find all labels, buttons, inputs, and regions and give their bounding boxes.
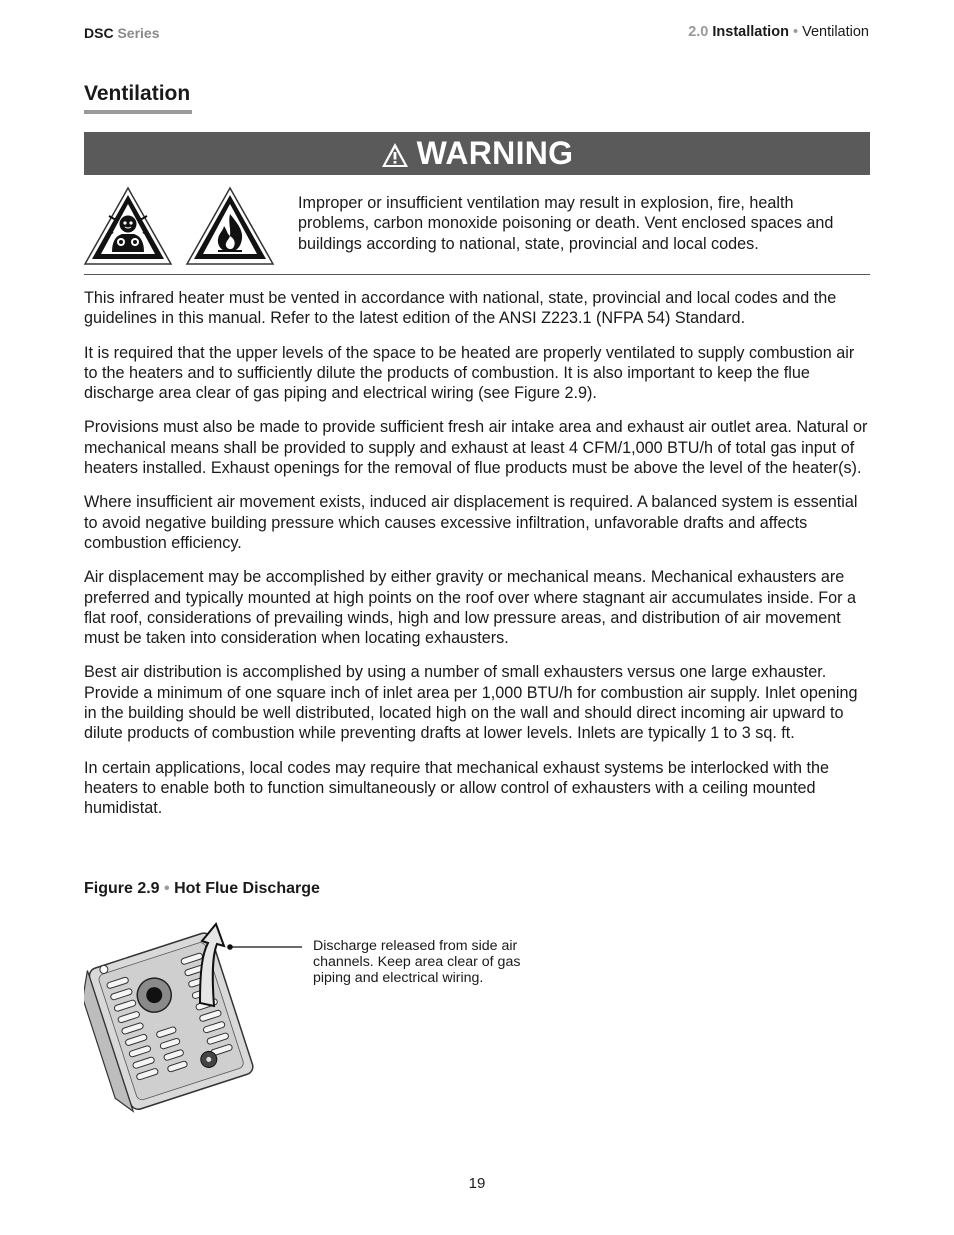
paragraph: Where insufficient air movement exists, induced air displacement is required. A balanced system is essential to avoid negative building pressure which causes excessive infiltration, unfavorable drafts and affects combustion efficiency.	[84, 493, 858, 552]
figure-callout: Discharge released from side air channels. Keep area clear of gas piping and electrical wiring.	[313, 938, 521, 986]
warning-divider	[84, 274, 870, 275]
figure-number: Figure 2.9	[84, 880, 160, 897]
page-title: Ventilation	[84, 82, 191, 105]
figure-title: Hot Flue Discharge	[174, 880, 320, 897]
paragraph: In certain applications, local codes may require that mechanical exhaust systems be interlocked with the heaters to enable both to function simultaneously or allow control of exhausters with a ceiling mounted humidistat.	[84, 758, 830, 818]
section-name: Installation	[712, 24, 789, 40]
alert-triangle-icon	[381, 142, 409, 168]
header-section	[688, 24, 869, 40]
body-text	[84, 288, 872, 833]
paragraph: Best air distribution is accomplished by using a number of small exhausters versus one large exhauster. Provide a minimum of one square inch of inlet area per 1,000 BTU/h for combustion air supply. Inlet opening in the building should be well distributed, located high on the wall and should direct incoming air upward to dilute products of combustion while preventing drafts at lower levels. Inlets are typically 1 to 3 sq. ft.	[84, 663, 858, 743]
series-word: Series	[117, 25, 160, 41]
header-series	[84, 25, 160, 41]
paragraph: Air displacement may be accomplished by either gravity or mechanical means. Mechanical exhausters are preferred and typically mounted at high points on the roof over where stagnant air accumulates inside. For a flat roof, considerations of prevailing winds, high and low pressure areas, and distribution of air movement must be taken into consideration when locating exhausters.	[84, 568, 857, 648]
paragraph: It is required that the upper levels of the space to be heated are properly ventilated to supply combustion air to the heaters and to sufficiently dilute the products of combustion. It is also important to keep the flue discharge area clear of gas piping and electrical wiring (see Figure 2.9).	[84, 343, 855, 403]
subsection-name: Ventilation	[802, 24, 869, 40]
warning-label: WARNING	[416, 135, 574, 171]
header-separator: •	[792, 24, 799, 40]
heater-body	[84, 931, 255, 1115]
series-code: DSC	[84, 25, 114, 41]
figure-separator: •	[164, 880, 170, 897]
asphyxiation-hazard-icon	[83, 186, 173, 266]
warning-text: Improper or insufficient ventilation may result in explosion, fire, health problems, carbon monoxide poisoning or death. Vent enclosed spaces and buildings according to national, state, provincial and local codes.	[298, 194, 834, 253]
page-number: 19	[468, 1175, 486, 1192]
paragraph: Provisions must also be made to provide sufficient fresh air intake area and exhaust air outlet area. Natural or mechanical means shall be provided to supply and exhaust at least 4 CFM/1,000 BTU/h of total gas input of heaters installed. Exhaust openings for the removal of flue products must be above the level of the heater(s).	[84, 418, 868, 478]
figure-caption	[84, 880, 320, 898]
paragraph: This infrared heater must be vented in accordance with national, state, provincial and local codes and the guidelines in this manual. Refer to the latest edition of the ANSI Z223.1 (NFPA 54) Standard.	[84, 289, 837, 328]
title-underline	[84, 110, 192, 114]
section-number: 2.0	[688, 24, 709, 40]
warning-banner	[84, 132, 870, 175]
fire-hazard-icon	[185, 186, 275, 266]
